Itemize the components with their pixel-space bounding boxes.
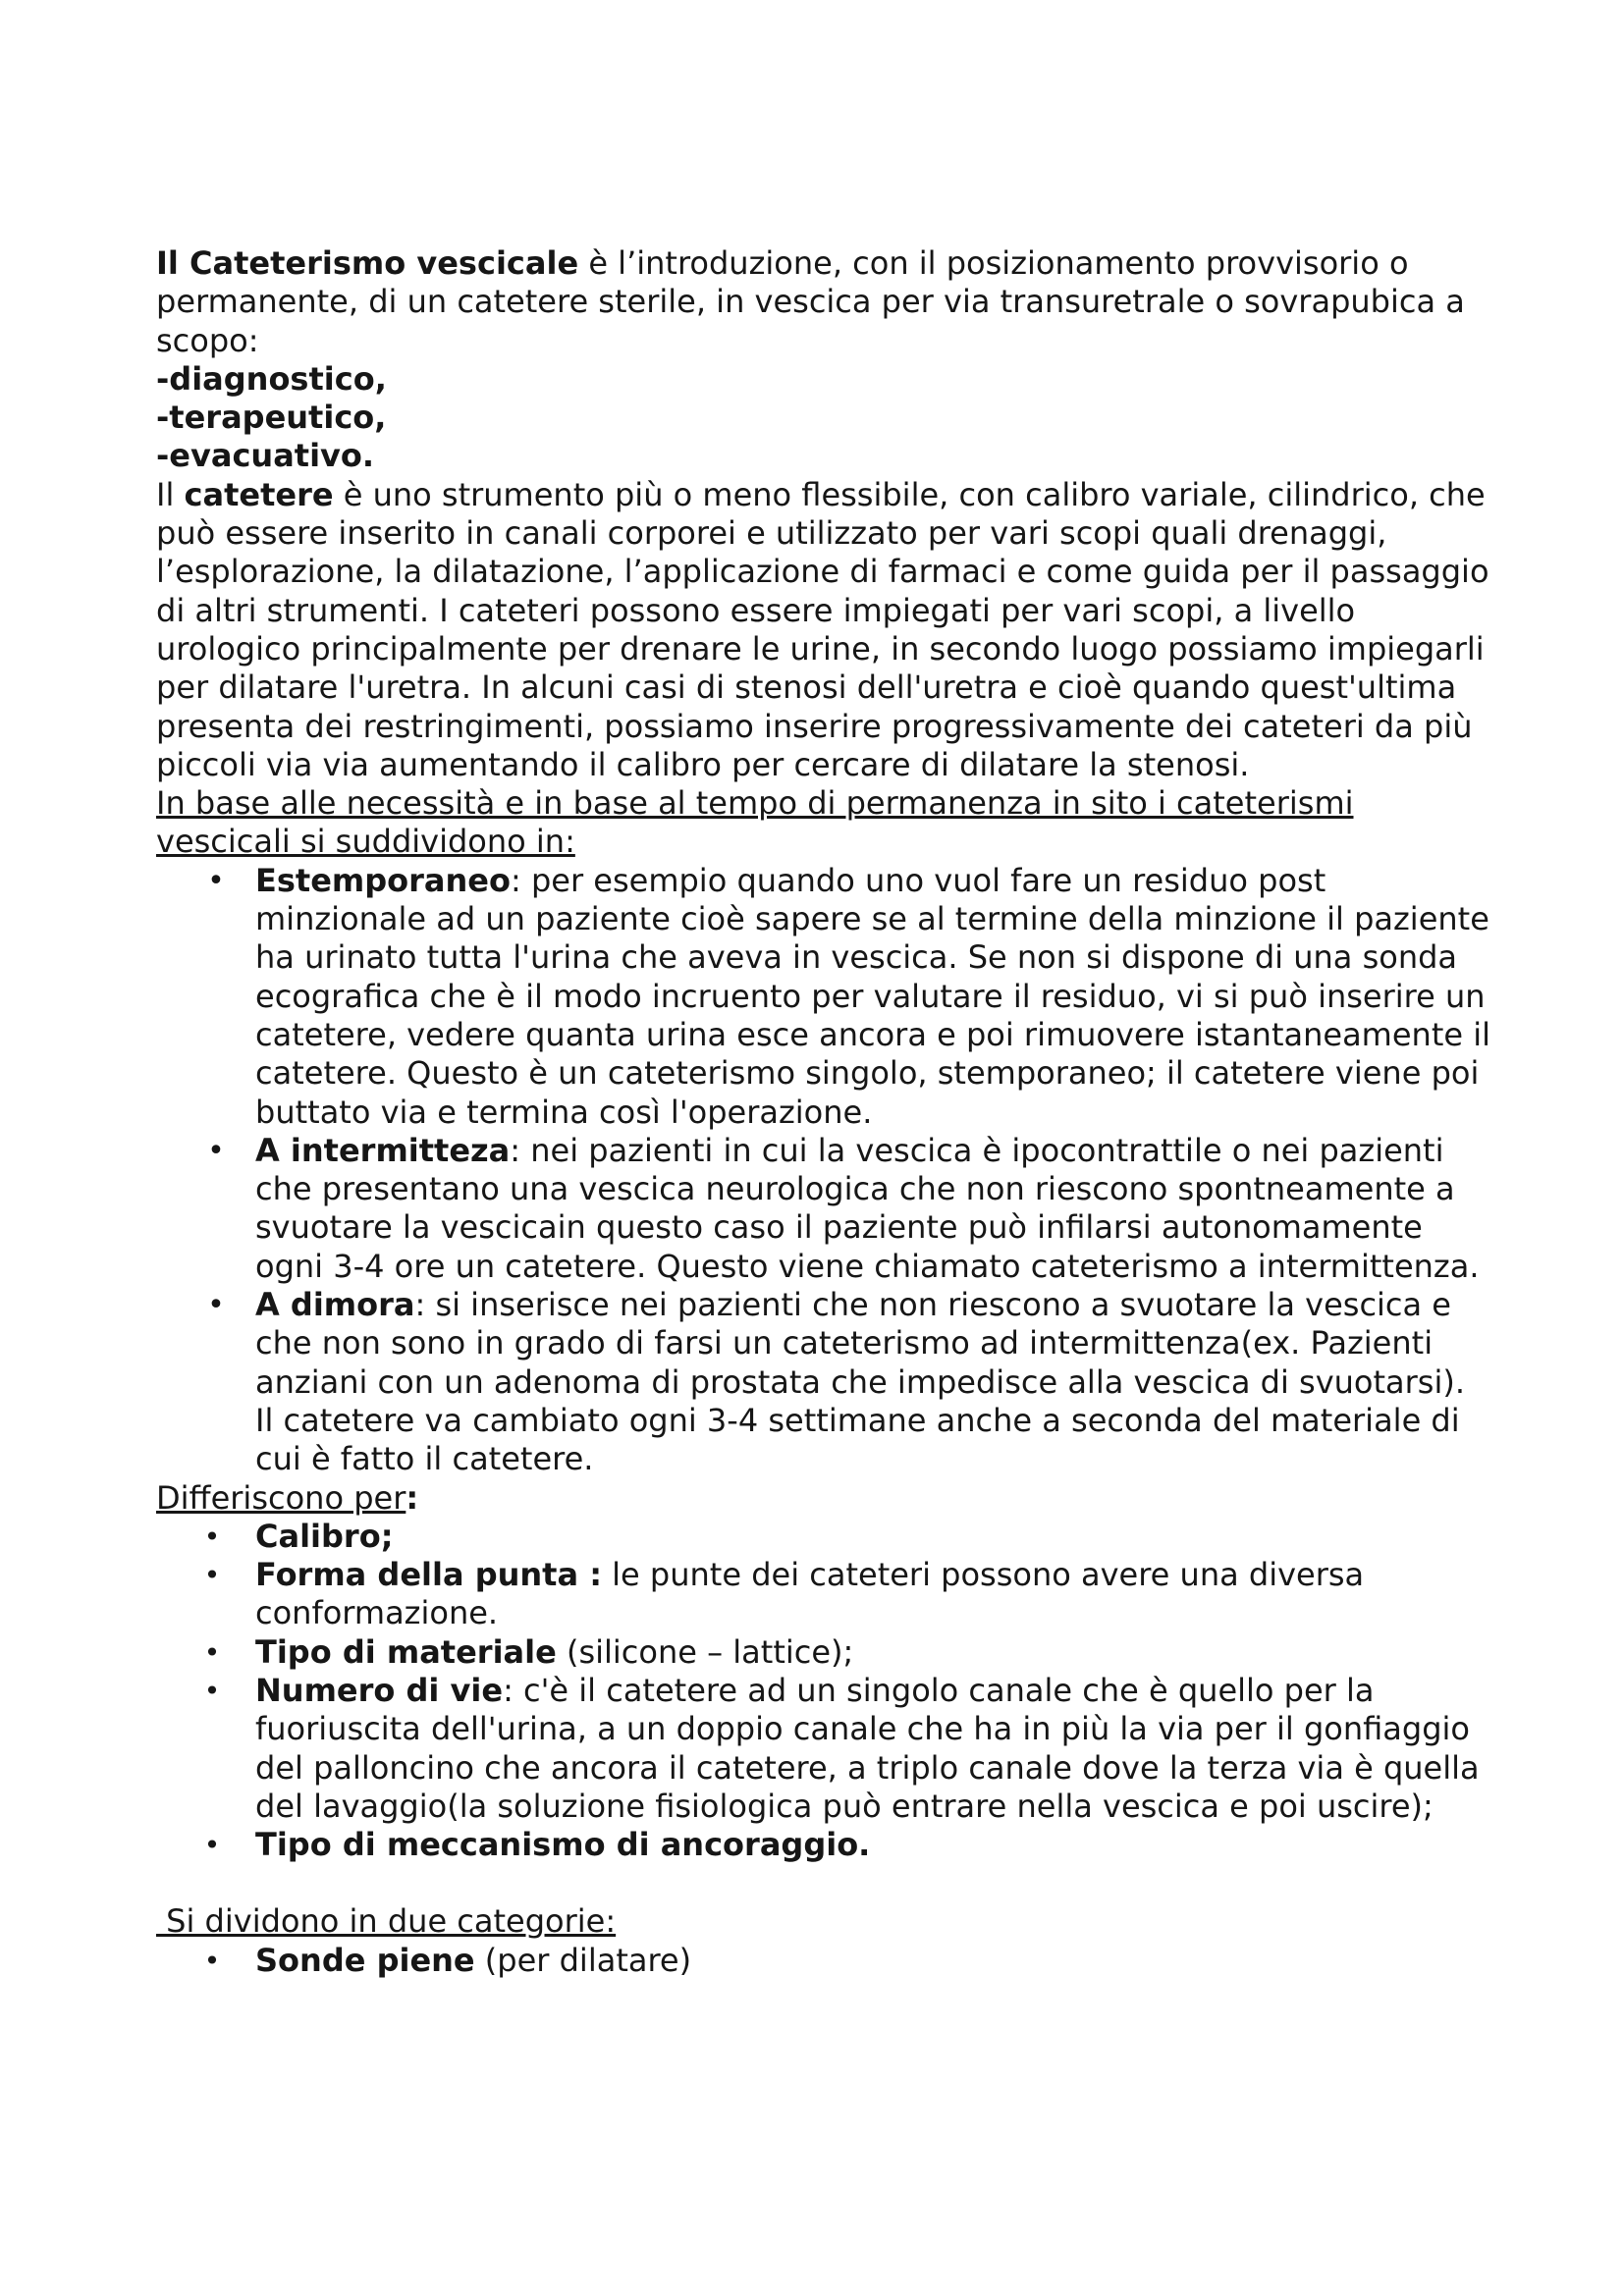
list-item: • A intermitteza: nei pazienti in cui la vescica è ipocontrattile o nei pazienti che presentano una vescica neurologica che non riescono spontneamente a svuotare la vescicain questo caso il paziente può infilarsi autonomamente ogni 3-4 ore un catetere. Questo viene chiamato cateterismo a intermittenza. [156,1132,1491,1286]
intro-title: Il Cateterismo vescicale [156,244,579,282]
types-heading: In base alle necessità e in base al tempo di permanenza in sito i cateterismi vescicali si suddividono in: [156,784,1354,861]
differ-heading: Differiscono per: [156,1478,419,1517]
list-item: • Sonde piene (per dilatare) [156,1942,1491,1980]
purpose-diagnostic: -diagnostico, [156,359,387,398]
differ-list [156,1518,1491,1865]
bullet-icon: • [203,1674,221,1707]
bullet-icon: • [203,1829,221,1862]
spacer [156,1864,1491,1902]
bullet-icon: • [203,1520,221,1553]
catetere-definition: Il catetere è uno strumento più o meno flessibile, con calibro variale, cilindrico, che può essere inserito in canali corporei e utilizzato per vari scopi quali drenaggi, l’esplorazione, la dilatazione, l’applicazione di farmaci e come guida per il passaggio di altri strumenti. I cateteri possono essere impiegati per vari scopi, a livello urologico principalmente per drenare le urine, in secondo luogo possiamo impiegarli per dilatare l'uretra. In alcuni casi di stenosi dell'uretra e cioè quando quest'ultima presenta dei restringimenti, possiamo inserire progressivamente dei cateteri da più piccoli via via aumentando il calibro per cercare di dilatare la stenosi. [156,475,1489,783]
list-item: • Tipo di meccanismo di ancoraggio. [156,1826,1491,1864]
list-item: • Calibro; [156,1518,1491,1556]
bullet-icon: • [207,1133,225,1168]
types-list [156,862,1491,1479]
catetere-term: catetere [184,475,334,513]
bullet-icon: • [207,1288,225,1323]
document-page [156,244,1491,1980]
bullet-icon: • [207,863,225,898]
list-item: • Tipo di materiale (silicone – lattice); [156,1633,1491,1672]
bullet-icon: • [203,1559,221,1592]
categories-list [156,1942,1491,1980]
list-item: • A dimora: si inserisce nei pazienti che non riescono a svuotare la vescica e che non sono in grado di farsi un cateterismo ad intermittenza(ex. Pazienti anziani con un adenoma di prostata che impedisce alla vescica di svuotarsi). Il catetere va cambiato ogni 3-4 settimane anche a seconda del materiale di cui è fatto il catetere. [156,1286,1491,1478]
list-item: • Forma della punta : le punte dei cateteri possono avere una diversa conformazione. [156,1556,1491,1633]
purpose-evacuative: -evacuativo. [156,437,375,475]
intro-text: è l’introduzione, con il posizionamento provvisorio o permanente, di un catetere sterile, in vescica per via transuretrale o sovrapubica a scopo: [156,244,1465,359]
list-item: • Estemporaneo: per esempio quando uno vuol fare un residuo post minzionale ad un paziente cioè sapere se al termine della minzione il paziente ha urinato tutta l'urina che aveva in vescica. Se non si dispone di una sonda ecografica che è il modo incruento per valutare il residuo, vi si può inserire un catetere, vedere quanta urina esce ancora e poi rimuovere istantaneamente il catetere. Questo è un cateterismo singolo, stemporaneo; il catetere viene poi buttato via e termina così l'operazione. [156,862,1491,1132]
bullet-icon: • [203,1944,221,1977]
categories-heading: Si dividono in due categorie: [156,1902,617,1941]
bullet-icon: • [203,1635,221,1669]
purpose-therapeutic: -terapeutico, [156,399,387,437]
intro-paragraph [156,244,1491,360]
list-item: • Numero di vie: c'è il catetere ad un singolo canale che è quello per la fuoriuscita dell'urina, a un doppio canale che ha in più la via per il gonfiaggio del palloncino che ancora il catetere, a triplo canale dove la terza via è quella del lavaggio(la soluzione fisiologica può entrare nella vescica e poi uscire); [156,1672,1491,1826]
